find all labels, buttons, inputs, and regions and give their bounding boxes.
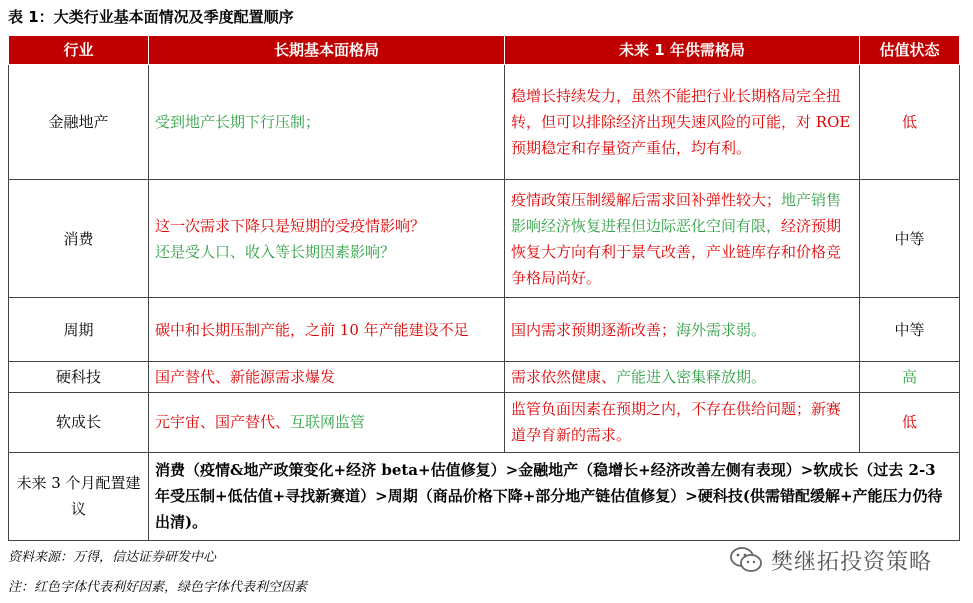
brand-name: 樊继拓投资策略 bbox=[771, 549, 933, 575]
supply-text: 产能进入密集释放期。 bbox=[616, 368, 767, 386]
suggestion-row bbox=[9, 452, 960, 540]
longterm-text: 受到地产长期下行压制； bbox=[155, 113, 321, 132]
supply-text: 海外需求弱。 bbox=[676, 320, 767, 339]
supply-text: 监管负面因素在预期之内，不存在供给问题；新赛道孕育新的需求。 bbox=[511, 400, 842, 445]
supply-text: 地产销售影响经济恢复进程但边际恶化空间有限， bbox=[511, 190, 842, 235]
industry-table bbox=[8, 35, 960, 541]
legend-note: 注：红色字体代表利好因素，绿色字体代表利空因素 bbox=[8, 580, 308, 595]
header-supply: 未来 1 年供需格局 bbox=[505, 36, 860, 65]
longterm-cell bbox=[149, 392, 505, 452]
suggestion-text: 消费（疫情&地产政策变化+经济 beta+估值修复）>金融地产（稳增长+经济改善左侧有表现）>软成长（过去 2-3 年受压制+低估值+寻找新赛道）>周期（商品价格下降+部分地产链估值修复）>硬科技(供需错配缓解+产能压力仍待出清)。 bbox=[149, 452, 960, 540]
table-title: 表 1：大类行业基本面情况及季度配置顺序 bbox=[8, 8, 294, 26]
table-header-row bbox=[9, 36, 960, 65]
valuation-cell: 高 bbox=[860, 362, 960, 393]
table-row bbox=[9, 362, 960, 393]
longterm-cell bbox=[149, 180, 505, 298]
brand-watermark bbox=[729, 545, 932, 575]
supply-cell bbox=[505, 65, 860, 180]
industry-cell: 软成长 bbox=[9, 392, 149, 452]
header-valuation: 估值状态 bbox=[860, 36, 960, 65]
longterm-text: 互联网监管 bbox=[290, 413, 366, 432]
source-note: 资料来源：万得，信达证券研发中心 bbox=[8, 550, 217, 565]
valuation-cell: 低 bbox=[860, 392, 960, 452]
suggestion-label: 未来 3 个月配置建议 bbox=[9, 452, 149, 540]
longterm-text: 元宇宙、国产替代、 bbox=[155, 413, 291, 432]
header-industry: 行业 bbox=[9, 36, 149, 65]
industry-cell: 消费 bbox=[9, 180, 149, 298]
supply-text: 国内需求预期逐渐改善； bbox=[511, 320, 677, 339]
supply-text: 疫情政策压制缓解后需求回补弹性较大； bbox=[511, 190, 782, 209]
table-row bbox=[9, 180, 960, 298]
longterm-text: 碳中和长期压制产能，之前 10 年产能建设不足 bbox=[155, 320, 469, 339]
table-row bbox=[9, 65, 960, 180]
supply-cell bbox=[505, 180, 860, 298]
longterm-text: 国产替代、新能源需求爆发 bbox=[155, 368, 336, 386]
industry-cell: 周期 bbox=[9, 298, 149, 362]
table-row bbox=[9, 298, 960, 362]
industry-cell: 硬科技 bbox=[9, 362, 149, 393]
table-row bbox=[9, 392, 960, 452]
longterm-cell bbox=[149, 65, 505, 180]
valuation-cell: 中等 bbox=[860, 180, 960, 298]
supply-cell bbox=[505, 392, 860, 452]
valuation-cell: 中等 bbox=[860, 298, 960, 362]
longterm-cell bbox=[149, 298, 505, 362]
longterm-text: 这一次需求下降只是短期的受疫情影响？ bbox=[155, 216, 426, 235]
supply-text: 稳增长持续发力，虽然不能把行业长期格局完全扭转，但可以排除经济出现失速风险的可能，对 ROE 预期稳定和存量资产重估，均有利。 bbox=[511, 87, 851, 158]
valuation-cell: 低 bbox=[860, 65, 960, 180]
industry-cell: 金融地产 bbox=[9, 65, 149, 180]
wechat-icon bbox=[729, 546, 763, 574]
supply-text: 需求依然健康、 bbox=[511, 368, 617, 386]
longterm-text: 还是受人口、收入等长期因素影响？ bbox=[155, 242, 396, 261]
supply-cell bbox=[505, 362, 860, 393]
supply-text: 经济预期恢复大方向有利于景气改善，产业链库存和价格竞争格局尚好。 bbox=[511, 216, 842, 287]
supply-cell bbox=[505, 298, 860, 362]
longterm-cell bbox=[149, 362, 505, 393]
header-longterm: 长期基本面格局 bbox=[149, 36, 505, 65]
